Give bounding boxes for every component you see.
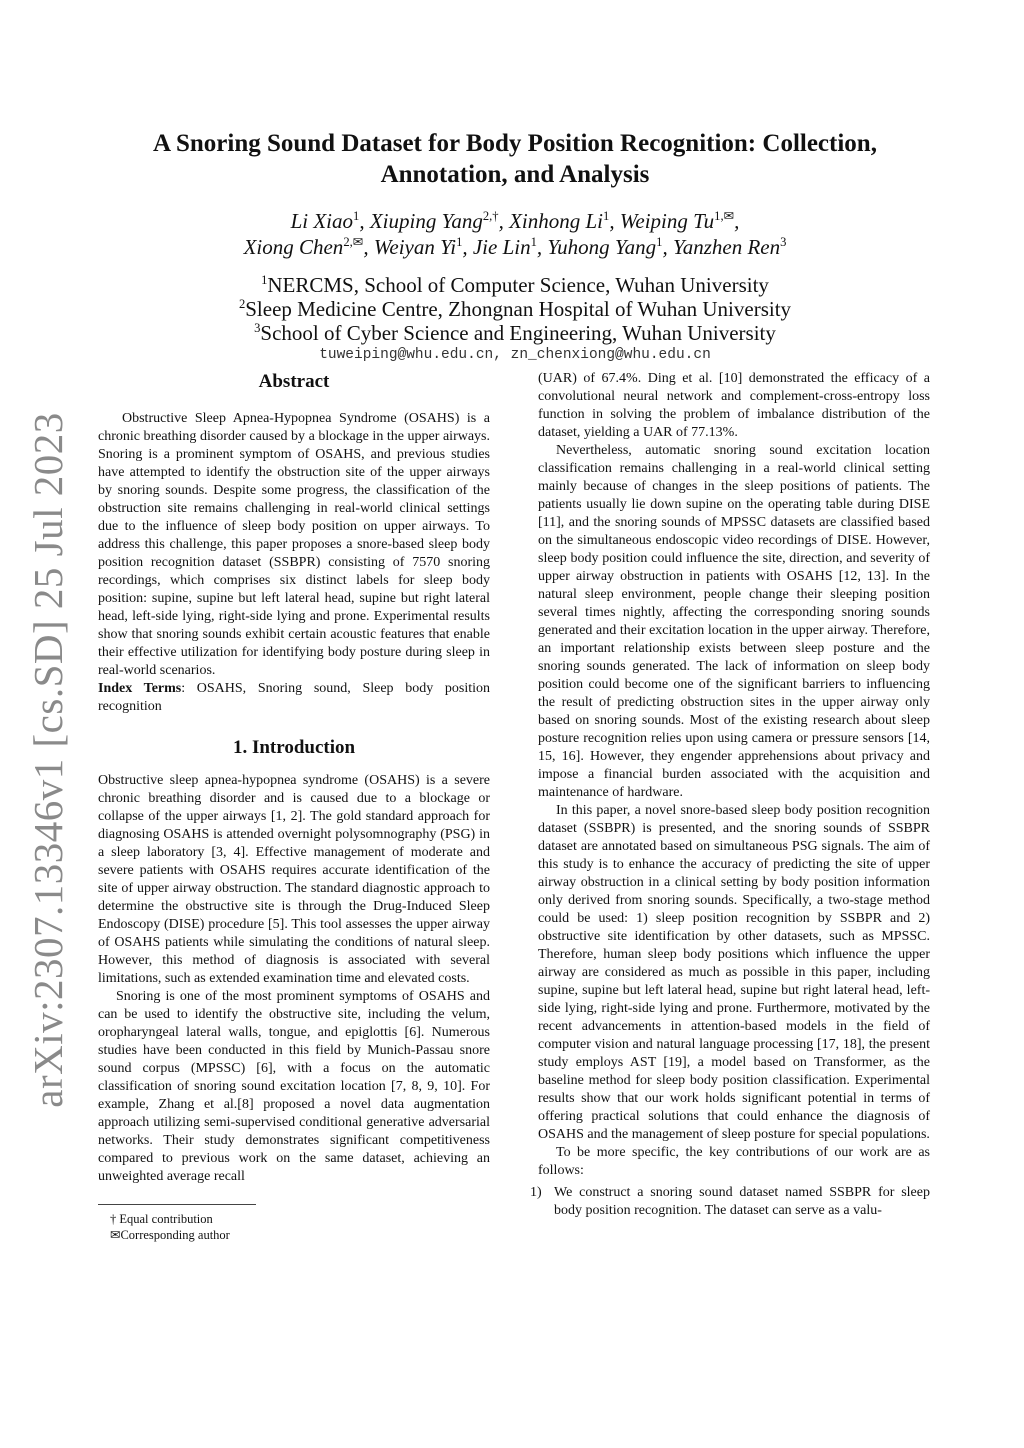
author-affiliation-marker: 1	[530, 235, 537, 249]
affiliation-marker: 3	[254, 321, 261, 335]
intro-paragraph: To be more specific, the key contributions of our work are as follows:	[538, 1145, 930, 1178]
index-terms	[98, 680, 490, 716]
author-affiliation-marker: 1,✉	[714, 209, 735, 223]
author-separator: ,	[536, 235, 548, 259]
affiliation-marker: 1	[261, 273, 268, 287]
author-affiliation-marker: 1	[353, 209, 360, 223]
author-line-1	[110, 208, 920, 234]
affiliations	[110, 273, 920, 345]
author-separator: ,	[734, 209, 740, 233]
author-name: Yanzhen Ren	[672, 235, 781, 259]
author-name: Jie Lin	[472, 235, 531, 259]
author-separator: ,	[662, 235, 673, 259]
intro-paragraph: (UAR) of 67.4%. Ding et al. [10] demonstrated the efficacy of a convolutional neural network and complement-cross-entropy loss function in solving the problem of imbalance distribution of the dataset, yielding a UAR of 77.13%.	[538, 371, 930, 440]
author-separator: ,	[363, 235, 374, 259]
right-column	[530, 370, 930, 1220]
footnote-divider	[98, 1204, 256, 1205]
title-line-1: A Snoring Sound Dataset for Body Position Recognition: Collection,	[153, 130, 877, 157]
author-name: Weiping Tu	[619, 209, 715, 233]
author-affiliation-marker: 1	[603, 209, 610, 223]
affiliation-marker: 2	[238, 297, 246, 311]
author-line-2	[110, 234, 920, 260]
intro-paragraph: Obstructive sleep apnea-hypopnea syndrome (OSAHS) is a severe chronic breathing disorder and is caused due to a blockage or collapse of the upper airways [1, 2]. The gold standard approach for diagnosing OSAHS is attended overnight polysomnography (PSG) in a sleep laboratory [3, 4]. Effective management of moderate and severe patients with OSAHS requires accurate identification of the site of upper airway obstruction. The standard diagnostic approach to determine the obstructive site is through the Drug-Induced Sleep Endoscopy (DISE) procedure [5]. This tool assesses the upper airway of OSAHS patients while simulating the conditions of natural sleep. However, this method of diagnosis is associated with several limitations, such as extended examination time and elevated costs.	[98, 773, 490, 986]
author-affiliation-marker: 2,✉	[343, 235, 364, 249]
contribution-number: 1)	[530, 1185, 542, 1200]
intro-paragraph: In this paper, a novel snore-based sleep body position recognition dataset (SSBPR) is presented, and the snoring sounds of SSBPR dataset are annotated based on simultaneous PSG signals. The aim of this study is to enhance the accuracy of predicting the site of upper airway obstruction in a clinical setting by body position information only derived from snoring sounds. Specifically, a two-stage method could be used: 1) sleep position recognition by SSBPR and 2) obstructive site identification by other datasets, such as MPSSC. Therefore, human sleep body positions which influence the upper airway are considered as much as possible in this paper, including supine, supine but left lateral head, supine but right lateral head, left-side lying, right-side lying and prone. Furthermore, motivated by the recent advancements in attention-based models in the field of computer vision and natural language processing [17, 18], the present study employs AST [19], a model based on Transformer, as the baseline method for sleep body position classification. Experimental results show that our work holds significant potential in terms of offering practical solutions that could enhance the diagnosis of OSAHS and the management of sleep posture for special populations.	[538, 803, 930, 1142]
title-line-2: Annotation, and Analysis	[380, 161, 650, 188]
affiliation	[110, 321, 920, 345]
index-terms-label: Index Terms	[98, 681, 182, 696]
author-affiliation-marker: 1	[456, 235, 463, 249]
contribution-item	[530, 1184, 930, 1220]
abstract-section	[98, 370, 490, 716]
paper-title	[110, 128, 920, 190]
author-name: Xinhong Li	[509, 209, 604, 233]
affiliation	[110, 297, 920, 321]
affiliation	[110, 273, 920, 297]
introduction-heading: 1. Introduction	[232, 737, 356, 758]
contribution-text: We construct a snoring sound dataset named SSBPR for sleep body position recognition. The dataset can serve as a valu-	[554, 1185, 930, 1218]
abstract-heading: Abstract	[258, 371, 330, 392]
author-separator: ,	[462, 235, 473, 259]
affiliation-text: NERCMS, School of Computer Science, Wuhan University	[267, 273, 769, 297]
intro-paragraph: Snoring is one of the most prominent symptoms of OSAHS and can be used to identify the obstructive site, including the velum, oropharyngeal lateral walls, tongue, and epiglottis [6]. Numerous studies have been conducted in this field by Munich-Passau snore sound corpus (MPSSC) [6], with a focus on the automatic classification of snoring sound excitation location [7, 8, 9, 10]. For example, Zhang et al.[8] proposed a novel data augmentation approach utilizing semi-supervised conditional generative adversarial networks. Their study demonstrates significant competitiveness compared to previous work on the same dataset, achieving an unweighted average recall	[98, 989, 490, 1184]
affiliation-text: School of Cyber Science and Engineering, Wuhan University	[260, 321, 776, 345]
intro-paragraph: Nevertheless, automatic snoring sound excitation location classification remains challenging in a real-world clinical setting mainly because of changes in the sleep positions of patients. The patients usually lie down supine on the operating table during DISE [11], and the snoring sounds of MPSSC datasets are classified based on the simultaneous endoscopic video recordings of DISE. However, sleep body position could influence the site, direction, and severity of upper airway obstruction in patients with OSAHS [12, 13]. In the natural sleep environment, people change their sleeping position several times nightly, affecting the corresponding snoring sounds generated and their excitation location in the upper airway. Therefore, an important relationship exists between sleep posture and the snoring sounds generated. The lack of information on sleep body position could become one of the significant barriers to influencing the result of predicting obstruction sites in the upper airway only based on snoring sounds. Most of the existing research about sleep posture recognition relies upon using camera or pressure sensors [14, 15, 16]. However, they engender apprehensions about privacy and impose a financial burden associated with the acquisition and maintenance of hardware.	[538, 443, 930, 800]
arxiv-id: arXiv:2307.13346v1 [cs.SD] 25 Jul 2023	[25, 412, 71, 1108]
author-affiliation-marker: 2,†	[482, 209, 499, 223]
contact-emails: tuweiping@whu.edu.cn, zn_chenxiong@whu.edu.cn	[319, 347, 711, 363]
index-terms-values: : OSAHS, Snoring sound, Sleep body position recognition	[98, 681, 490, 714]
left-column	[98, 370, 490, 1243]
author-name: Weiyan Yi	[373, 235, 457, 259]
footnote: ✉Corresponding author	[110, 1228, 230, 1242]
author-name: Li Xiao	[290, 209, 354, 233]
author-affiliation-marker: 3	[780, 235, 787, 249]
footnote: † Equal contribution	[110, 1212, 213, 1226]
abstract-text: Obstructive Sleep Apnea-Hypopnea Syndrome (OSAHS) is a chronic breathing disorder caused by a blockage in the upper airways. Snoring is a prominent symptom of OSAHS, and previous studies have attempted to identify the obstruction site of the upper airways by snoring sounds. Despite some progress, the classification of the obstruction site remains challenging in real-world clinical settings due to the influence of sleep body position on upper airways. To address this challenge, this paper proposes a snore-based sleep body position recognition dataset (SSBPR) consisting of 7570 snoring recordings, which comprises six distinct labels for sleep body position: supine, supine but left lateral head, supine but right lateral head, left-side lying, right-side lying and prone. Experimental results show that snoring sounds exhibit certain acoustic features that enable their effective utilization for identifying body posture during sleep in real-world scenarios.	[98, 411, 490, 678]
author-affiliation-marker: 1	[656, 235, 663, 249]
author-list	[110, 208, 920, 260]
author-separator: ,	[609, 209, 620, 233]
affiliation-text: Sleep Medicine Centre, Zhongnan Hospital of Wuhan University	[245, 297, 792, 321]
author-name: Xiuping Yang	[369, 209, 483, 233]
author-name: Xiong Chen	[243, 235, 344, 259]
author-name: Yuhong Yang	[547, 235, 657, 259]
author-separator: ,	[359, 209, 370, 233]
arxiv-watermark	[18, 412, 78, 1108]
author-separator: ,	[498, 209, 510, 233]
